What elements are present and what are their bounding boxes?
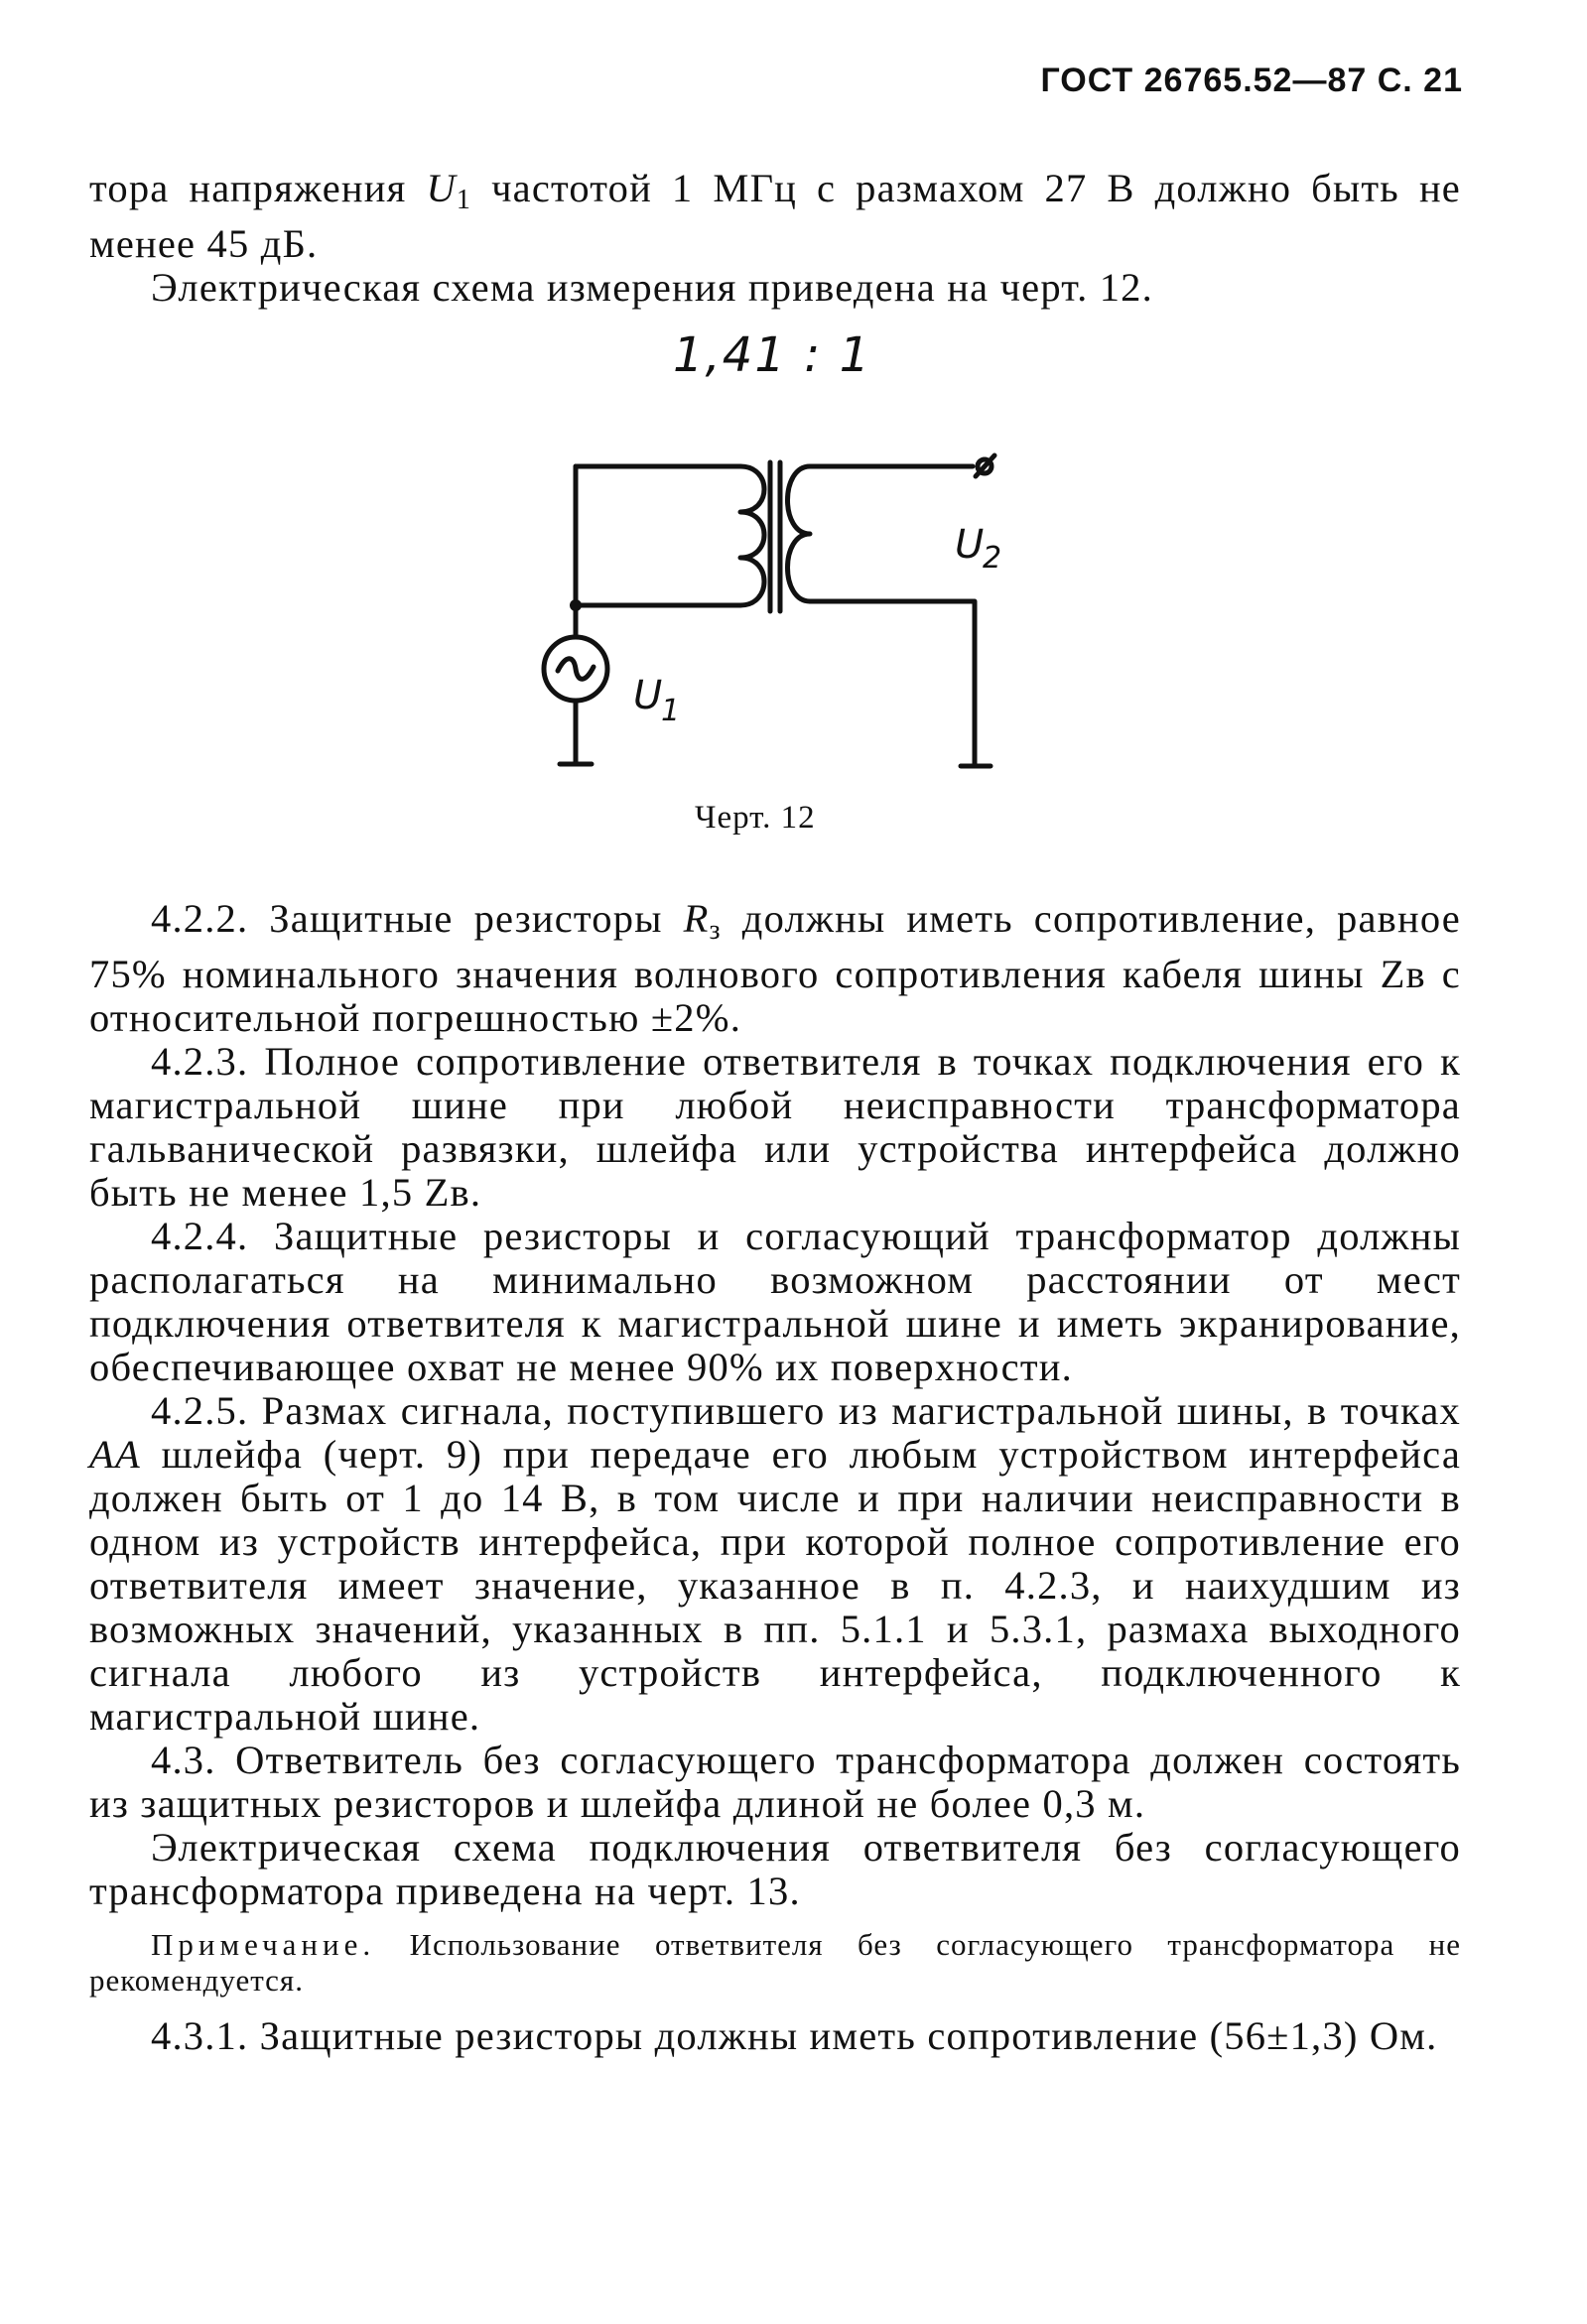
intro-paragraph (89, 167, 1461, 266)
figure-caption: Черт. 12 (695, 800, 816, 836)
u1-label: U (633, 673, 663, 718)
intro-text-post: частотой 1 МГц с размахом 27 В должно быть не менее 45 дБ. (89, 166, 1461, 266)
main-body (89, 897, 1461, 2058)
note-heading: Примечание. (151, 1927, 376, 1962)
secondary-bottom-wire (810, 601, 975, 764)
intro-text-pre: тора напряжения (89, 166, 427, 210)
u1-subscript: 1 (456, 185, 472, 215)
transformer-ratio: 1,41 : 1 (673, 327, 872, 383)
rz-subscript: з (709, 915, 722, 946)
section-4-3-scheme: Электрическая схема подключения ответвителя без согласующего трансформатора приведена на черт. 13. (89, 1825, 1461, 1913)
section-4-3-1: 4.3.1. Защитные резисторы должны иметь сопротивление (56±1,3) Ом. (151, 2013, 1438, 2058)
section-4-2-5 (89, 1389, 1461, 1739)
u2-label: U (955, 522, 985, 568)
note-body: Использование ответвителя без согласующего трансформатора не рекомендуется. (89, 1927, 1461, 1998)
secondary-coil (788, 466, 811, 601)
circuit-diagram (516, 427, 1032, 794)
s422-text-pre: 4.2.2. Защитные резисторы (151, 896, 684, 941)
junction-dot (570, 599, 582, 611)
intro-scheme-reference: Электрическая схема измерения приведена на черт. 12. (151, 265, 1153, 310)
u2-label-sub: 2 (983, 541, 1002, 576)
u1-symbol: U (426, 166, 457, 210)
note (89, 1927, 1461, 1999)
section-4-3: 4.3. Ответвитель без согласующего трансформатора должен состоять из защитных резисторов и шлейфа длиной не более 0,3 м. (89, 1738, 1461, 1826)
s425-text-post: шлейфа (черт. 9) при передаче его любым устройством интерфейса должен быть от 1 до 14 В, в том числе и при наличии неисправности в одном из устройств интерфейса, при которой полное сопротивление его ответвителя имеет значение, указанное в п. 4.2.3, и наихудшим из возможных значений, указанных в пп. 5.1.1 и 5.3.1, размаха выходного сигнала любого из устройств интерфейса, подключенного к магистральной шине. (89, 1432, 1461, 1739)
s422-text-post: должны иметь сопротивление, равное 75% номинального значения волнового сопротивления кабеля шины Zв с относительной погрешностью ±2%. (89, 896, 1461, 1040)
s425-text-pre: 4.2.5. Размах сигнала, поступившего из магистральной шины, в точках (151, 1388, 1461, 1433)
page-header: ГОСТ 26765.52—87 С. 21 (1040, 62, 1463, 99)
rz-symbol: R (683, 896, 710, 941)
intro-block (89, 167, 1461, 310)
aa-symbol: АА (89, 1432, 141, 1477)
section-4-2-4: 4.2.4. Защитные резисторы и согласующий трансформатор должны располагаться на минимально возможном расстоянии от мест подключения ответвителя к магистральной шине и иметь экранирование, обеспечивающее охват не менее 90% их поверхности. (89, 1214, 1461, 1389)
section-4-2-2 (89, 897, 1461, 1040)
section-4-2-3: 4.2.3. Полное сопротивление ответвителя в точках подключения его к магистральной шине при любой неисправности трансформатора гальванической развязки, шлейфа или устройства интерфейса должно быть не менее 1,5 Zв. (89, 1039, 1461, 1215)
u1-label-sub: 1 (661, 694, 681, 728)
ac-sine-icon (558, 659, 594, 680)
primary-coil (740, 466, 764, 605)
